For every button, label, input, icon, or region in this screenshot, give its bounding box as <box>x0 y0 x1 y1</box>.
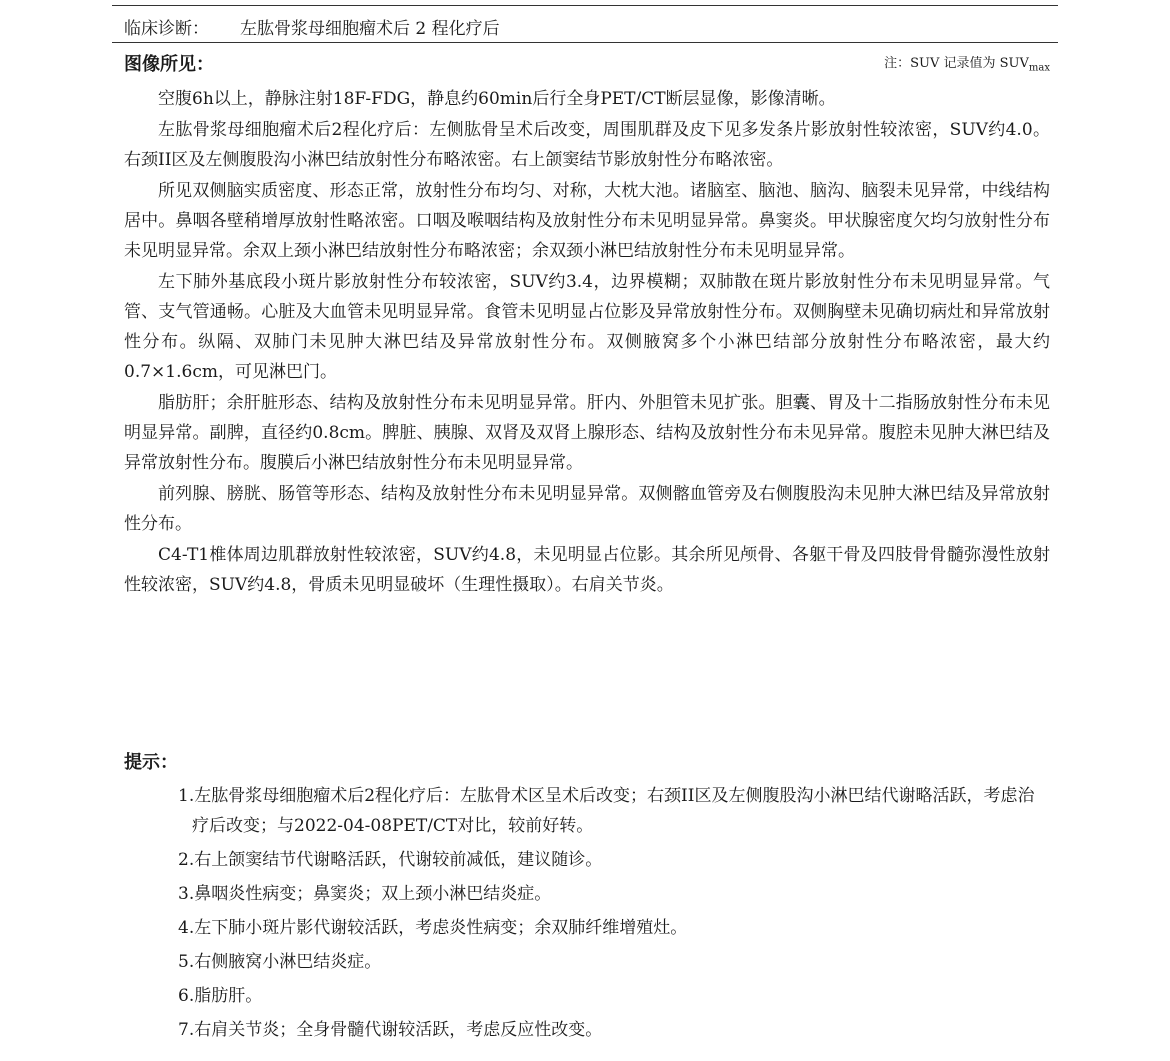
findings-paragraph: 空腹6h以上，静脉注射18F-FDG，静息约60min后行全身PET/CT断层显像，影像清晰。 <box>158 89 836 109</box>
tip-item: 5.右侧腋窝小淋巴结炎症。 <box>178 952 382 972</box>
tips-list <box>124 781 1050 1049</box>
findings-paragraph: 左下肺外基底段小斑片影放射性分布较浓密，SUV约3.4，边界模糊；双肺散在斑片影放射性分布未见明显异常。气管、支气管通畅。心脏及大血管未见明显异常。食管未见明显占位影及异常放射性分布。双侧胸壁未见确切病灶和异常放射性分布。纵隔、双肺门未见肿大淋巴结及异常放射性分布。双侧腋窝多个小淋巴结部分放射性分布略浓密，最大约0.7×1.6cm，可见淋巴门。 <box>124 272 1050 382</box>
suv-note-subscript: max <box>1028 62 1050 74</box>
tip-item: 3.鼻咽炎性病变；鼻窦炎；双上颈小淋巴结炎症。 <box>178 884 552 904</box>
tips-heading: 提示： <box>124 752 178 773</box>
suv-note <box>884 52 1050 74</box>
findings-body <box>124 84 1050 601</box>
tip-item: 7.右肩关节炎；全身骨髓代谢较活跃，考虑反应性改变。 <box>178 1020 603 1040</box>
tip-item: 1.左肱骨浆母细胞瘤术后2程化疗后：左肱骨术区呈术后改变；右颈II区及左侧腹股沟小淋巴结代谢略活跃，考虑治疗后改变；与2022-04-08PET/CT对比，较前好转。 <box>178 786 1035 836</box>
tip-item: 4.左下肺小斑片影代谢较活跃，考虑炎性病变；余双肺纤维增殖灶。 <box>178 918 688 938</box>
clinical-diagnosis-value: 左肱骨浆母细胞瘤术后 2 程化疗后 <box>240 19 500 39</box>
findings-paragraph: 所见双侧脑实质密度、形态正常，放射性分布均匀、对称，大枕大池。诸脑室、脑池、脑沟、脑裂未见异常，中线结构居中。鼻咽各壁稍增厚放射性略浓密。口咽及喉咽结构及放射性分布未见明显异常。鼻窦炎。甲状腺密度欠均匀放射性分布未见明显异常。余双上颈小淋巴结放射性分布略浓密；余双颈小淋巴结放射性分布未见明显异常。 <box>124 181 1050 261</box>
findings-paragraph: 左肱骨浆母细胞瘤术后2程化疗后：左侧肱骨呈术后改变，周围肌群及皮下见多发条片影放射性较浓密，SUV约4.0。右颈II区及左侧腹股沟小淋巴结放射性分布略浓密。右上颌窦结节影放射性分布略浓密。 <box>124 120 1050 170</box>
clinical-diagnosis-label: 临床诊断： <box>124 19 209 39</box>
findings-paragraph: 前列腺、膀胱、肠管等形态、结构及放射性分布未见明显异常。双侧髂血管旁及右侧腹股沟未见肿大淋巴结及异常放射性分布。 <box>124 484 1050 534</box>
clinical-diagnosis-row <box>112 6 1058 43</box>
suv-note-text: 注：SUV 记录值为 SUV <box>884 56 1029 71</box>
tip-item: 2.右上颌窦结节代谢略活跃，代谢较前减低，建议随诊。 <box>178 850 603 870</box>
findings-heading: 图像所见： <box>124 54 214 75</box>
findings-paragraph: C4-T1椎体周边肌群放射性较浓密，SUV约4.8，未见明显占位影。其余所见颅骨、各躯干骨及四肢骨骨髓弥漫性放射性较浓密，SUV约4.8，骨质未见明显破坏（生理性摄取）。右肩关节炎。 <box>124 545 1050 595</box>
tip-item: 6.脂肪肝。 <box>178 986 263 1006</box>
findings-paragraph: 脂肪肝；余肝脏形态、结构及放射性分布未见明显异常。肝内、外胆管未见扩张。胆囊、胃及十二指肠放射性分布未见明显异常。副脾，直径约0.8cm。脾脏、胰腺、双肾及双肾上腺形态、结构及放射性分布未见异常。腹腔未见肿大淋巴结及异常放射性分布。腹膜后小淋巴结放射性分布未见明显异常。 <box>124 393 1050 473</box>
